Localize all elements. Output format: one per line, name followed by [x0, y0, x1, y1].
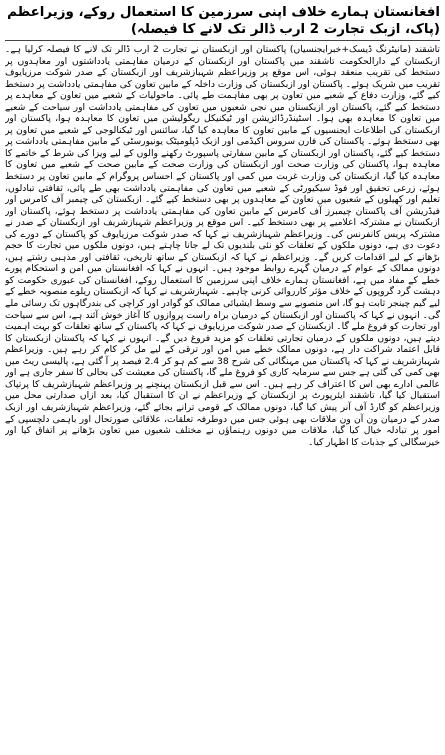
headline: افغانستان ہمارے خلاف اپنی سرزمین کا استعمال روکے، وزیراعظم (پاک، ازبک تجارت 2 ارب ڈالر تک لانے کا فیصلہ)	[7, 5, 440, 37]
article-body: تاشقند (مانیٹرنگ ڈیسک+خبرایجنسیاں) پاکستان اور ازبکستان نے تجارت 2 ارب ڈالر تک لانے کا فیصلہ کرلیا ہے۔ ازبکستان کے دارالحکومت تاشقند میں پاکستان اور ازبکستان کے درمیان مفاہمتی یادداشتوں اور معاہدوں پر دستخط کی تقریب منعقد ہوئی، اس موقع پر وزیراعظم شہبازشریف اور ازبکستان کے صدر شوکت مرزیایوف تقریب میں شریک ہوئے۔ پاکستان اور ازبکستان کی وزارت داخلہ کے مابین تعاون کی مفاہمتی یادداشت پر دستخط کیے گئے، وزارت دفاع کے شعبے میں تعاون پر بھی مفاہمت طے پائی۔ ماحولیات کے شعبے میں تعاون کے معاہدے پر دستخط کیے گئے، پاکستان اور ازبکستان میں نجی شعبوں میں تعاون کی مفاہمتی یادداشت اور سیاحت کے شعبے میں تعاون کا معاہدہ بھی ہوا۔ اسٹینڈرڈائزیشن اور ٹیکنیکل ریگولیشن میں تعاون کا معاہدہ ہوا، پاکستان اور ازبکستان کی اطلاعات ایجنسیوں کے مابین تعاون کا معاہدہ کیا گیا، سائنس اور ٹیکنالوجی کے شعبے میں تعاون پر بھی دستخط ہوئے۔ پاکستان کی فارن سروس اکیڈمی اور ازبک ڈپلومیٹک یونیورسٹی کے مابین مفاہمتی یادداشت پر دستخط کیے گئے، پاکستان اور ازبکستان کے مابین سفارتی پاسپورٹ رکھنے والوں کے لیے ویزا کی شرط کے خاتمے کا معاہدہ ہوا، پاکستان کی وزارت صحت اور ازبکستان کی وزارت صحت کے مابین صحت کے شعبے میں تعاون کا معاہدہ کیا گیا، ازبکستان کی وزارت غربت میں کمی اور پاکستان کے احساس پروگرام کے مابین تعاون پر دستخط ہوئے، زرعی تحقیق اور فوڈ سیکیورٹی کے شعبے میں تعاون کی مفاہمتی یادداشت بھی طے پائی، ثقافتی تبادلوں، تعلیم اور کھیلوں کے شعبوں میں تعاون کے معاہدوں پر بھی دستخط کیے گئے۔ ازبکستان کی چیمبر آف کامرس اور فیڈریشن آف پاکستان چیمبرز آف کامرس کے مابین تعاون کی مفاہمتی یادداشت پر دستخط ہوئے، پاکستان اور ازبکستان نے مشترکہ اعلامیے پر بھی دستخط کیے۔ اس موقع پر وزیراعظم شہبازشریف اور ازبکستان کے صدر نے مشترکہ پریس کانفرنس کی۔ وزیراعظم شہبازشریف نے کہا کہ صدر شوکت مرزیایوف کو پاکستان کے دورے کی دعوت دی ہے، دونوں ملکوں کے تعلقات کو نئی بلندیوں تک لے جانا چاہتے ہیں، دونوں ملکوں میں تجارت کا حجم بڑھانے کے لیے اقدامات کریں گے۔ وزیراعظم نے کہا کہ ازبکستان کے ساتھ تاریخی، ثقافتی اور مذہبی رشتے ہیں، دونوں ممالک کے عوام کے درمیان گہرے روابط موجود ہیں۔ انہوں نے کہا کہ افغانستان میں امن و استحکام پورے خطے کے مفاد میں ہے، افغانستان ہمارے خلاف اپنی سرزمین کا استعمال روکے، افغانستان کی عبوری حکومت کو دہشت گرد گروپوں کے خلاف مؤثر کارروائی کرنی چاہیے۔ شہبازشریف نے کہا کہ ازبکستان ریلوے منصوبہ خطے کے لیے گیم چینجر ثابت ہو گا، اس منصوبے سے وسط ایشیائی ممالک کو گوادر اور کراچی کی بندرگاہوں تک رسائی ملے گی۔ انہوں نے کہا کہ پاکستان اور ازبکستان کے درمیان براہ راست پروازوں کا آغاز خوش آئند ہے، اس سے سیاحت اور تجارت کو فروغ ملے گا۔ ازبکستان کے صدر شوکت مرزیایوف نے کہا کہ پاکستان کے ساتھ تعلقات کو بہت اہمیت دیتے ہیں، دونوں ملکوں کے درمیان تجارتی تعلقات کو مزید فروغ دیں گے۔ انہوں نے کہا کہ پاکستان ازبکستان کا قابل اعتماد شراکت دار ہے، دونوں ممالک خطے میں امن اور ترقی کے لیے مل کر کام کر رہے ہیں۔ وزیراعظم شہبازشریف نے کہا کہ پاکستان میں مہنگائی کی شرح 38 سے کم ہو کر 2.4 فیصد پر آ گئی ہے، پالیسی ریٹ میں بھی کمی کی گئی ہے جس سے سرمایہ کاری کو فروغ ملے گا، پاکستان کی معیشت کی بحالی کا سفر جاری ہے اور عالمی ادارے بھی اس کا اعتراف کر رہے ہیں۔ اس سے قبل ازبکستان پہنچنے پر وزیراعظم شہبازشریف کا پرتپاک استقبال کیا گیا، تاشقند ایئرپورٹ پر ازبکستان کے وزیراعظم نے ان کا استقبال کیا، بعد ازاں صدارتی محل میں وزیراعظم کو گارڈ آف آنر پیش کیا گیا، دونوں ممالک کے قومی ترانے بجائے گئے، وزیراعظم شہبازشریف اور ازبک صدر کے درمیان ون آن ون ملاقات بھی ہوئی جس میں دوطرفہ تعلقات، علاقائی صورتحال اور باہمی دلچسپی کے امور پر تبادلہ خیال کیا گیا، ملاقات میں دونوں رہنماؤں نے مختلف شعبوں میں تعاون بڑھانے پر اتفاق کیا اور خیرسگالی کے جذبات کا اظہار کیا۔	[5, 44, 440, 448]
headline-divider	[5, 40, 440, 41]
